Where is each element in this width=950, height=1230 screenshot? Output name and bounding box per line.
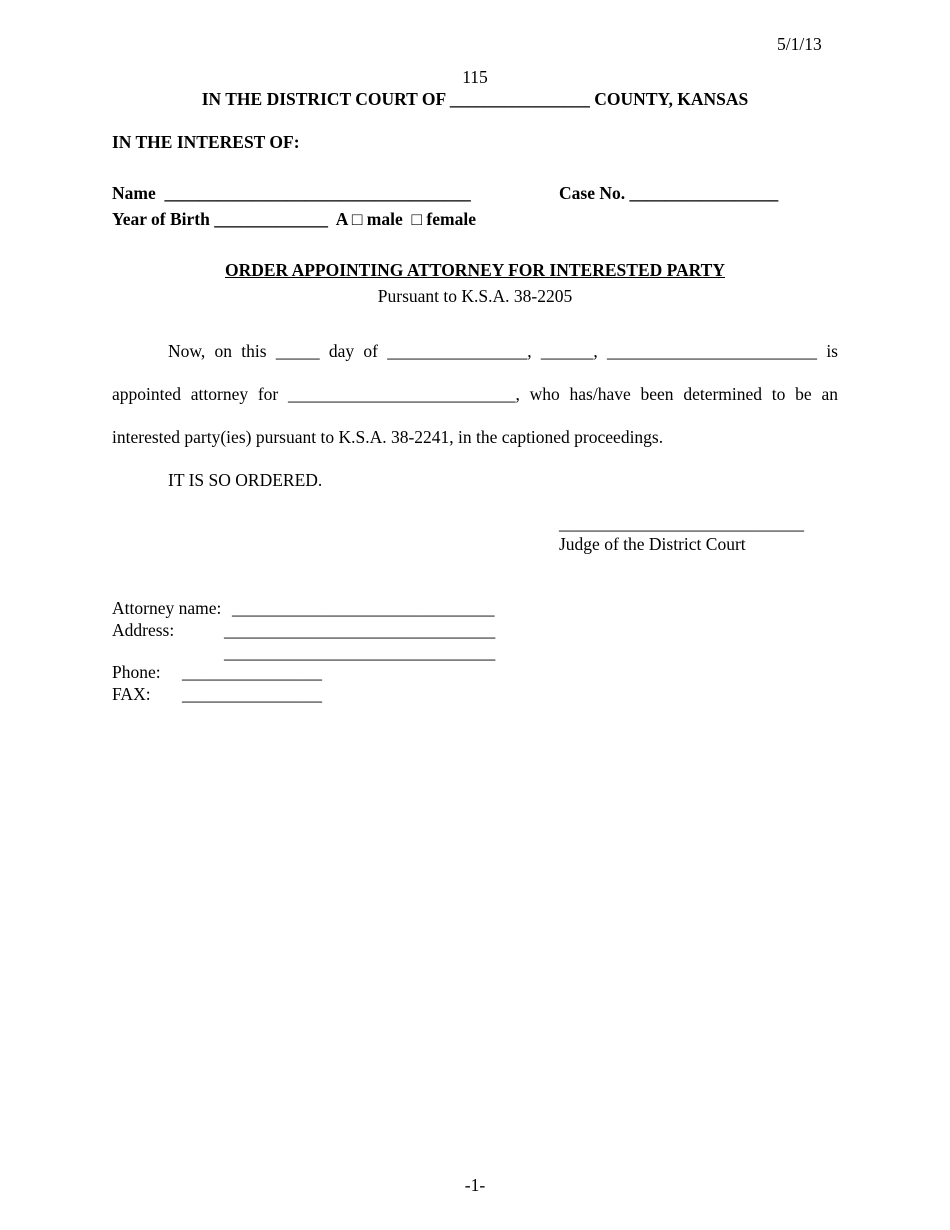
line2-word: attorney (190, 384, 249, 404)
line2-word: who (529, 384, 560, 404)
interest-of-heading: IN THE INTEREST OF: (112, 132, 300, 152)
phone-blank: ________________ (182, 662, 322, 682)
line2-word: be (795, 384, 812, 404)
body-line-1 (168, 343, 838, 361)
page-number-footer: -1- (464, 1175, 486, 1195)
line2-word: an (821, 384, 838, 404)
year-of-birth-field: Year of Birth _____________ A □ male □ female (112, 209, 476, 229)
line1-word: this (241, 341, 267, 361)
line2-word: to (771, 384, 786, 404)
line2-word: __________________________, (288, 384, 520, 404)
order-subtitle: Pursuant to K.S.A. 38-2205 (377, 286, 573, 306)
line1-word: Now, (168, 341, 206, 361)
name-field: Name ___________________________________ (112, 183, 471, 203)
line1-word: of (363, 341, 378, 361)
line1-word: _____ (275, 341, 320, 361)
body-line-3: interested party(ies) pursuant to K.S.A. 38-2241, in the captioned proceedings. (112, 427, 664, 447)
page-number-top: 115 (462, 67, 488, 87)
line2-word: been (640, 384, 674, 404)
line1-word: ________________________ (607, 341, 818, 361)
judge-signature-line: ____________________________ (559, 513, 804, 533)
line1-word: day (328, 341, 355, 361)
attorney-name-label: Attorney name: (112, 598, 222, 618)
line1-word: on (214, 341, 233, 361)
address-blank-2: _______________________________ (224, 642, 496, 662)
order-title: ORDER APPOINTING ATTORNEY FOR INTERESTED PARTY (225, 260, 725, 280)
case-number-field: Case No. _________________ (559, 183, 779, 203)
line2-word: for (257, 384, 279, 404)
fax-label: FAX: (112, 684, 151, 704)
phone-label: Phone: (112, 662, 161, 682)
line2-word: appointed (112, 384, 182, 404)
body-line-2 (112, 386, 838, 404)
form-date: 5/1/13 (777, 34, 822, 54)
attorney-name-blank: ______________________________ (232, 598, 495, 618)
address-label: Address: (112, 620, 175, 640)
line2-word: has/have (569, 384, 631, 404)
judge-signature-label: Judge of the District Court (559, 534, 746, 554)
fax-blank: ________________ (182, 684, 322, 704)
so-ordered: IT IS SO ORDERED. (168, 470, 323, 490)
address-blank-1: _______________________________ (224, 620, 496, 640)
line1-word: ________________, (387, 341, 532, 361)
court-heading: IN THE DISTRICT COURT OF ________________ COUNTY, KANSAS (201, 89, 749, 109)
line2-word: determined (683, 384, 763, 404)
line1-word: ______, (540, 341, 598, 361)
line1-word: is (826, 341, 838, 361)
